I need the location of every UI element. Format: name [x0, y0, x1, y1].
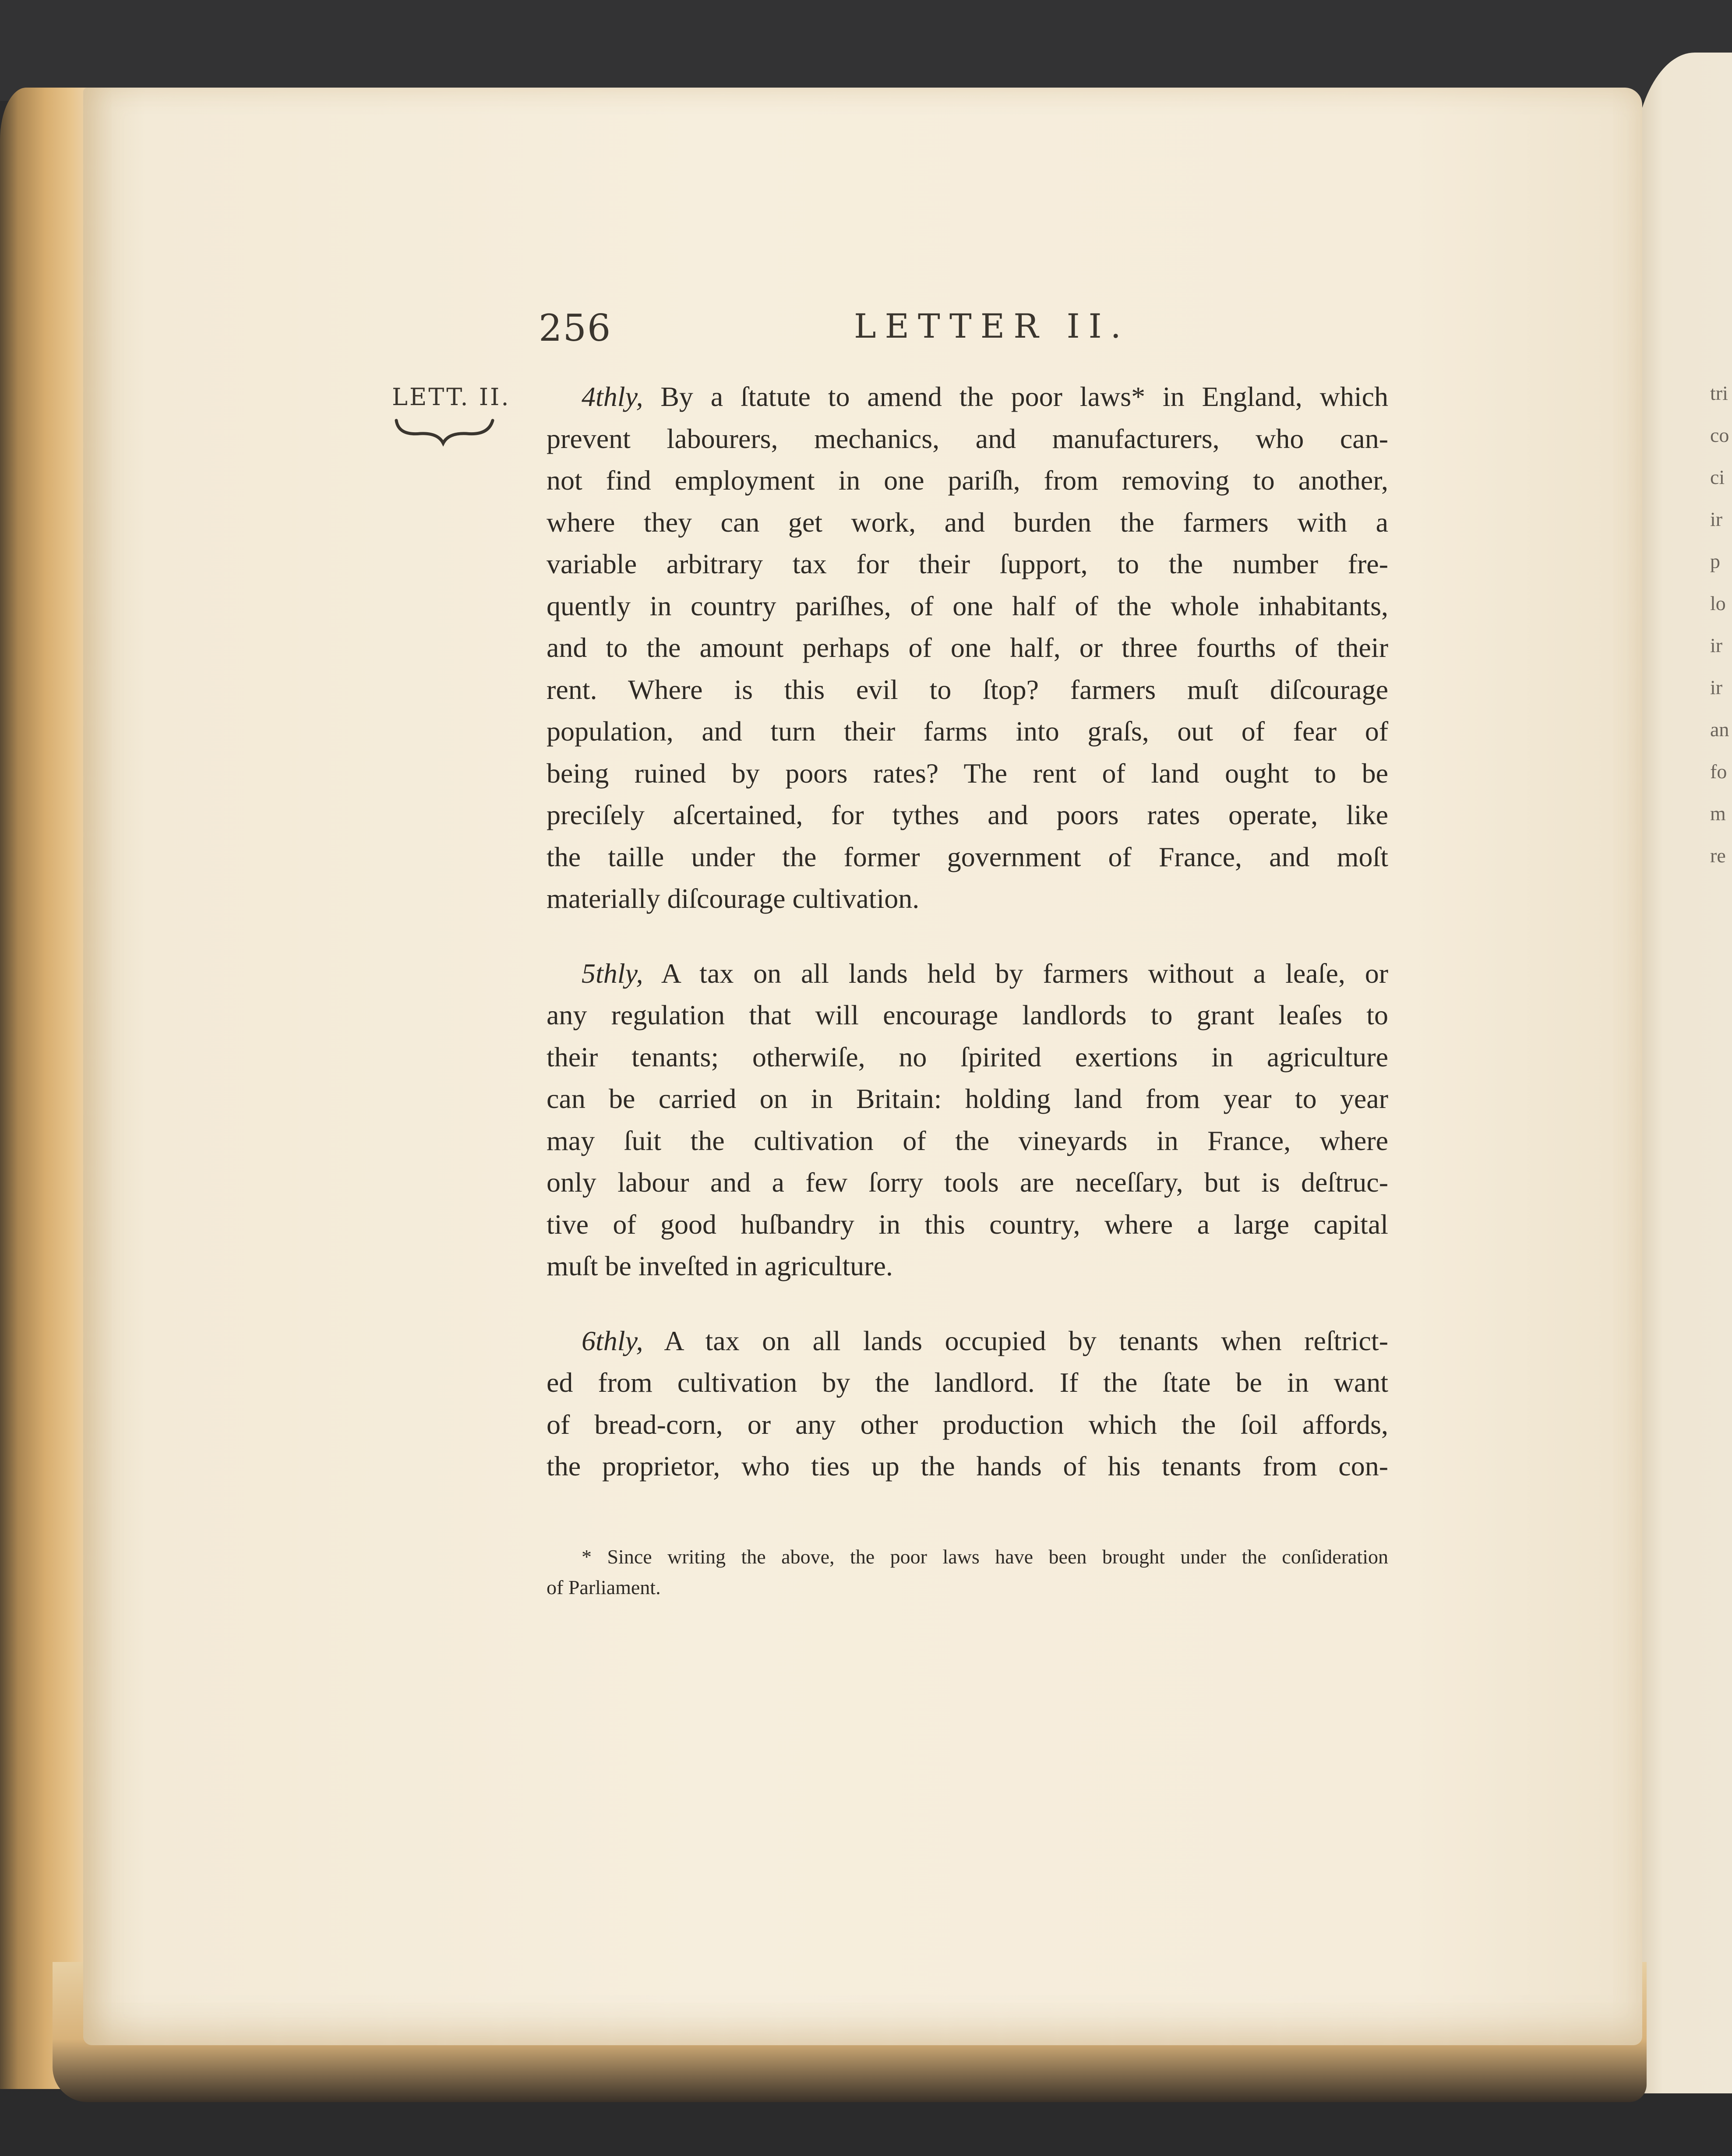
- footnote-line: of Parliament.: [547, 1576, 661, 1598]
- footnote-line: * Since writing the above, the poor laws have been brought under the conſideration: [582, 1546, 1388, 1568]
- text-line: the taille under the former government of France, and moſt: [547, 841, 1388, 872]
- text-line: quently in country pariſhes, of one half of the whole inhabitants,: [547, 590, 1388, 621]
- text-line: tive of good huſbandry in this country, where a large capital: [547, 1208, 1388, 1240]
- text-line: can be carried on in Britain: holding land from year to year: [547, 1083, 1388, 1114]
- text-line: [547, 953, 1388, 995]
- text-line: materially diſcourage cultivation.: [547, 883, 920, 914]
- text-line: not find employment in one pariſh, from removing to another,: [547, 465, 1388, 496]
- text-line: [547, 1320, 1388, 1362]
- facing-fragment: ci: [1710, 466, 1725, 488]
- text-line: may ſuit the cultivation of the vineyards in France, where: [547, 1125, 1388, 1156]
- paragraph-6thly: [547, 1320, 1388, 1487]
- text-line: [547, 376, 1388, 418]
- text-line: preciſely aſcertained, for tythes and poors rates operate, like: [547, 799, 1388, 830]
- facing-fragment: ir: [1710, 634, 1723, 656]
- running-title: LETTER II.: [854, 307, 1130, 346]
- paragraph-lead: 6thly,: [582, 1325, 643, 1356]
- footnote: [547, 1542, 1388, 1603]
- line-text: A tax on all lands held by farmers without a leaſe, or: [643, 957, 1388, 989]
- text-line: rent. Where is this evil to ſtop? farmers muſt diſcourage: [547, 674, 1388, 705]
- text-line: of bread-corn, or any other production which the ſoil affords,: [547, 1408, 1388, 1440]
- backdrop: [0, 0, 1732, 101]
- facing-page: [1633, 53, 1732, 2093]
- text-line: muſt be inveſted in agriculture.: [547, 1250, 893, 1281]
- text-line: only labour and a few ſorry tools are neceſſary, but is deſtruc-: [547, 1167, 1388, 1198]
- facing-fragment: tri: [1710, 382, 1728, 404]
- facing-fragment: fo: [1710, 760, 1727, 783]
- facing-fragment: ir: [1710, 508, 1723, 530]
- facing-fragment: m: [1710, 802, 1726, 825]
- facing-fragment: co: [1710, 424, 1729, 446]
- paragraph-5thly: [547, 953, 1388, 1287]
- page-number: 256: [539, 307, 612, 349]
- text-line: and to the amount perhaps of one half, or three fourths of their: [547, 632, 1388, 663]
- body-text: [547, 376, 1388, 1487]
- facing-fragment: re: [1710, 844, 1726, 867]
- facing-fragment: ir: [1710, 676, 1723, 699]
- text-line: the proprietor, who ties up the hands of his tenants from con-: [547, 1450, 1388, 1482]
- text-line: population, and turn their farms into graſs, out of fear of: [547, 716, 1388, 747]
- paragraph-lead: 4thly,: [582, 381, 643, 412]
- text-line: where they can get work, and burden the farmers with a: [547, 506, 1388, 538]
- text-line: their tenants; otherwiſe, no ſpirited exertions in agriculture: [547, 1041, 1388, 1073]
- paragraph-lead: 5thly,: [582, 957, 643, 989]
- text-line: ed from cultivation by the landlord. If the ſtate be in want: [547, 1367, 1388, 1398]
- facing-fragment: lo: [1710, 592, 1726, 614]
- text-line: variable arbitrary tax for their ſupport, to the number fre-: [547, 548, 1388, 579]
- facing-page-fragments: [1710, 372, 1732, 877]
- brace-ornament: [394, 416, 495, 447]
- line-text: By a ſtatute to amend the poor laws* in England, which: [643, 381, 1388, 412]
- text-line: any regulation that will encourage landlords to grant leaſes to: [547, 999, 1388, 1030]
- text-line: being ruined by poors rates? The rent of land ought to be: [547, 757, 1388, 789]
- marginal-note: LETT. II.: [392, 383, 511, 411]
- line-text: A tax on all lands occupied by tenants when reſtrict-: [643, 1325, 1388, 1356]
- running-head: [0, 307, 1732, 355]
- paragraph-4thly: [547, 376, 1388, 920]
- facing-fragment: p: [1710, 550, 1720, 572]
- text-line: prevent labourers, mechanics, and manufacturers, who can-: [547, 423, 1388, 454]
- facing-fragment: an: [1710, 718, 1729, 741]
